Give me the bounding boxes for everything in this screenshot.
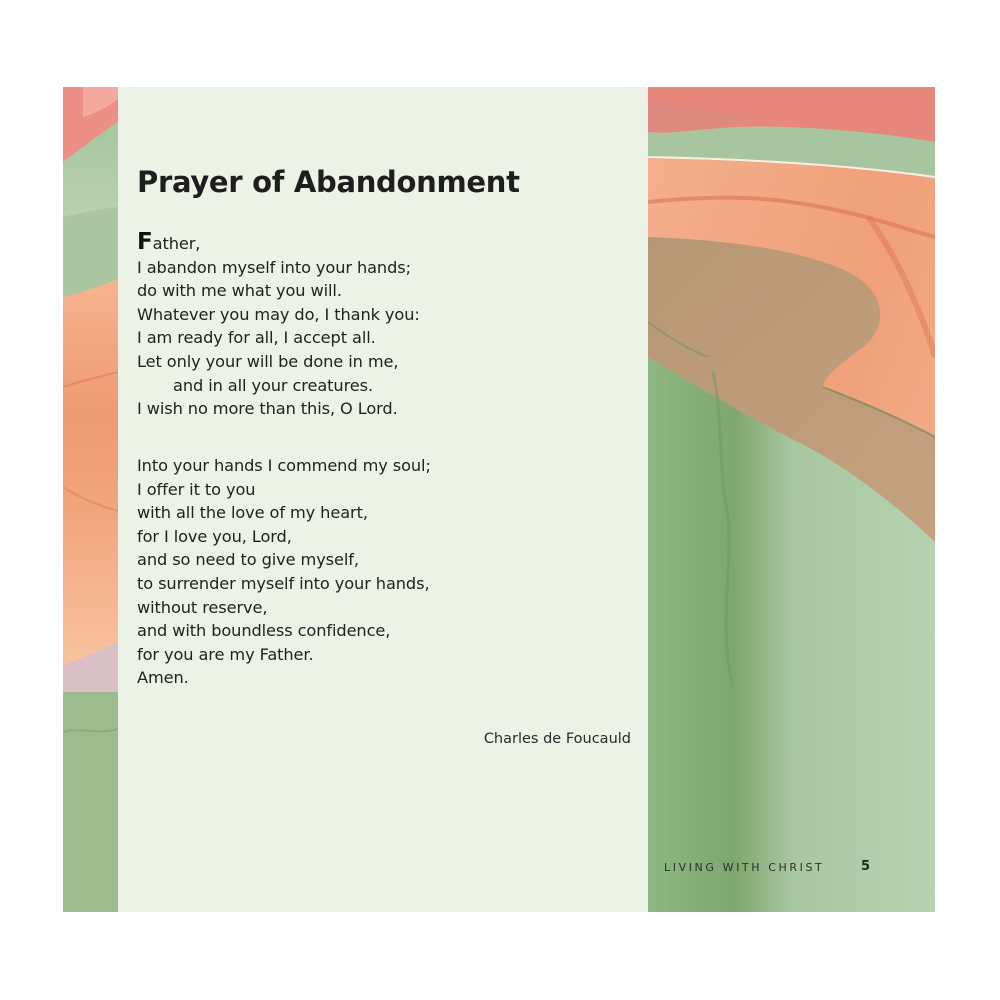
stanza-1	[137, 231, 420, 421]
book-page	[63, 87, 935, 912]
prayer-title: Prayer of Abandonment	[137, 165, 520, 199]
stanza-line: Whatever you may do, I thank you:	[137, 304, 420, 324]
stanza-line: Amen.	[137, 668, 189, 688]
attribution: Charles de Foucauld	[483, 731, 631, 747]
stanza-line: Into your hands I commend my soul;	[137, 456, 431, 475]
stanza-line: with all the love of my heart,	[137, 503, 368, 523]
stanza-line: I offer it to you	[137, 479, 256, 499]
stanza-line: I wish no more than this, O Lord.	[137, 399, 398, 419]
stanza-line: Let only your will be done in me,	[137, 351, 399, 371]
stanza-line: I abandon myself into your hands;	[137, 257, 411, 277]
watercolor-right-panel	[648, 87, 935, 912]
stanza-line: to surrender myself into your hands,	[137, 573, 430, 593]
stanza-line: and so need to give myself,	[137, 550, 359, 570]
page-number: 5	[861, 859, 871, 874]
stanza-line: for you are my Father.	[137, 644, 314, 664]
watercolor-right-image	[648, 87, 935, 912]
watercolor-left-image	[63, 87, 118, 912]
stanza-line: Father,	[137, 229, 201, 255]
stanza-line: and with boundless confidence,	[137, 621, 391, 641]
stanza-line: do with me what you will.	[137, 281, 342, 301]
text-panel	[118, 87, 648, 912]
stanza-line-indented: and in all your creatures.	[173, 375, 374, 395]
running-title: LIVING WITH CHRIST	[664, 861, 825, 874]
stanza-line: for I love you, Lord,	[137, 526, 292, 546]
stanza-2	[137, 454, 431, 690]
stanza-line: I am ready for all, I accept all.	[137, 328, 376, 348]
drop-cap: F	[137, 229, 153, 255]
stanza-line: without reserve,	[137, 597, 268, 617]
watercolor-left-strip	[63, 87, 118, 912]
